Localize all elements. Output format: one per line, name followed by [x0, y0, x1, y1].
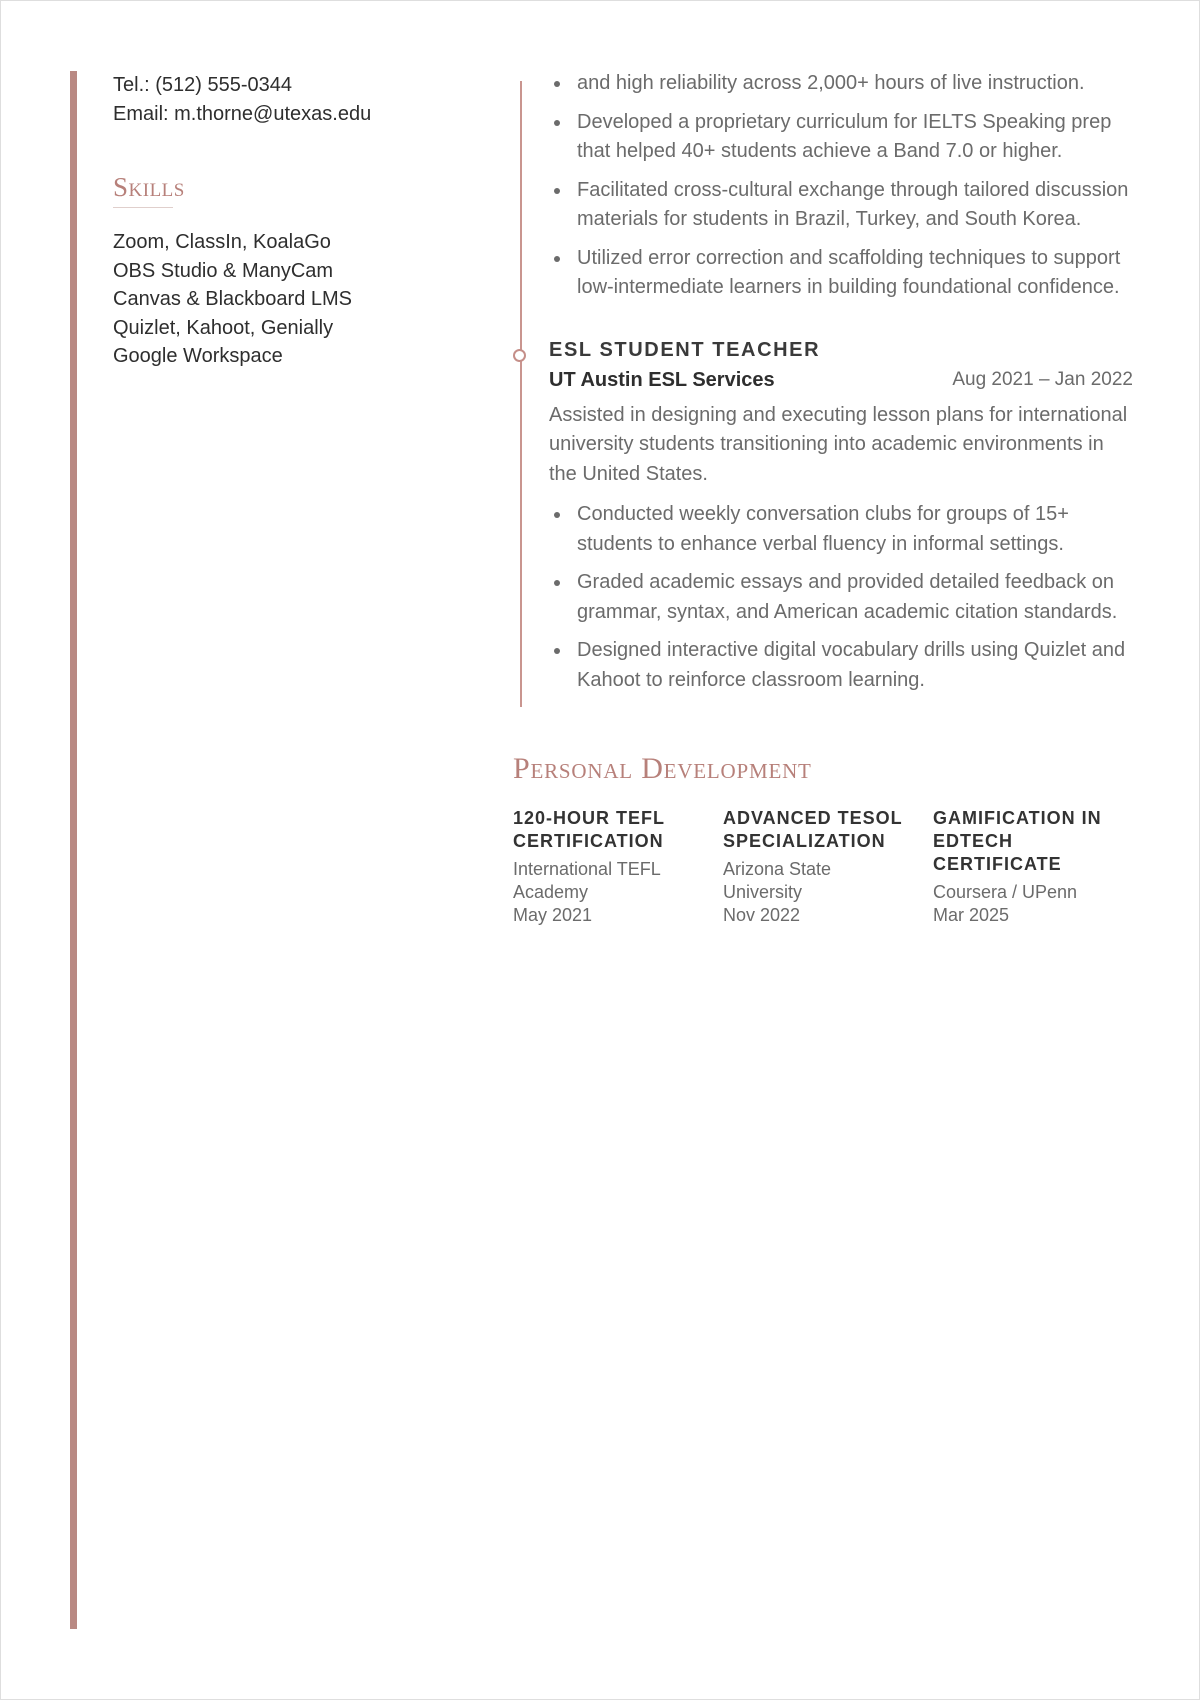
certification-title	[723, 807, 933, 853]
job-bullet-list	[549, 500, 1133, 695]
certification-item	[513, 807, 723, 927]
certification-date: Mar 2025	[933, 905, 1010, 925]
certification-detail: Academy	[513, 882, 589, 902]
certification-title-line: CERTIFICATION	[513, 831, 664, 851]
skill-item: OBS Studio & ManyCam	[113, 259, 334, 282]
certification-date: May 2021	[513, 905, 593, 925]
job-dates: Aug 2021 – Jan 2022	[952, 368, 1133, 390]
certification-title-line: CERTIFICATE	[933, 854, 1062, 874]
accent-sidebar-bar	[70, 71, 77, 1629]
skill-item: Canvas & Blackboard LMS	[113, 288, 353, 310]
bullet-item: Developed a proprietary curriculum for IELTS Speaking prep that helped 40+ students achieve a Band 7.0 or higher.	[549, 108, 1133, 167]
experience-timeline-line	[520, 81, 522, 707]
bullet-item: Designed interactive digital vocabulary drills using Quizlet and Kahoot to reinforce classroom learning.	[549, 636, 1133, 695]
certification-detail: University	[723, 882, 803, 902]
bullet-item: Facilitated cross-cultural exchange through tailored discussion materials for students in Brazil, Turkey, and South Korea.	[549, 176, 1133, 235]
experience-column	[549, 69, 1133, 704]
skill-item: Google Workspace	[113, 345, 283, 367]
skills-heading: Skills	[113, 172, 185, 202]
bullet-item: Utilized error correction and scaffolding techniques to support low-intermediate learners in building foundational confidence.	[549, 244, 1133, 303]
job-description: Assisted in designing and executing lesson plans for international university students transitioning into academic environments in the United States.	[549, 403, 1128, 485]
bullet-item: and high reliability across 2,000+ hours of live instruction.	[549, 69, 1133, 99]
certification-title-line: SPECIALIZATION	[723, 831, 886, 851]
certification-title-line: 120-HOUR TEFL	[513, 808, 666, 828]
contact-phone: Tel.: (512) 555-0344	[113, 74, 293, 96]
certification-title-line: ADVANCED TESOL	[723, 808, 903, 828]
job-meta-row	[549, 367, 1133, 393]
timeline-marker-icon	[513, 349, 526, 362]
certification-item	[723, 807, 933, 927]
certification-date: Nov 2022	[723, 905, 801, 925]
bullet-item: Conducted weekly conversation clubs for groups of 15+ students to enhance verbal fluency in informal settings.	[549, 500, 1133, 559]
previous-job-bullet-list	[549, 69, 1133, 303]
personal-development-heading: Personal Development	[513, 752, 812, 785]
personal-development-section	[513, 751, 1143, 927]
certification-title	[933, 807, 1143, 876]
certification-title	[513, 807, 723, 853]
certification-detail: Arizona State	[723, 859, 832, 879]
skills-heading-divider	[113, 207, 173, 208]
job-organization: UT Austin ESL Services	[549, 368, 775, 391]
left-column	[113, 71, 473, 371]
certification-title-line: EDTECH	[933, 831, 1014, 851]
certification-detail: Coursera / UPenn	[933, 882, 1078, 902]
certification-item	[933, 807, 1143, 927]
skill-item: Quizlet, Kahoot, Genially	[113, 316, 334, 339]
job-title: ESL STUDENT TEACHER	[549, 338, 821, 361]
certification-grid	[513, 807, 1143, 927]
certification-detail: International TEFL	[513, 859, 661, 879]
bullet-item: Graded academic essays and provided detailed feedback on grammar, syntax, and American academic citation standards.	[549, 568, 1133, 627]
certification-title-line: GAMIFICATION IN	[933, 808, 1102, 828]
skill-item: Zoom, ClassIn, KoalaGo	[113, 231, 331, 253]
contact-email: Email: m.thorne@utexas.edu	[113, 103, 372, 125]
